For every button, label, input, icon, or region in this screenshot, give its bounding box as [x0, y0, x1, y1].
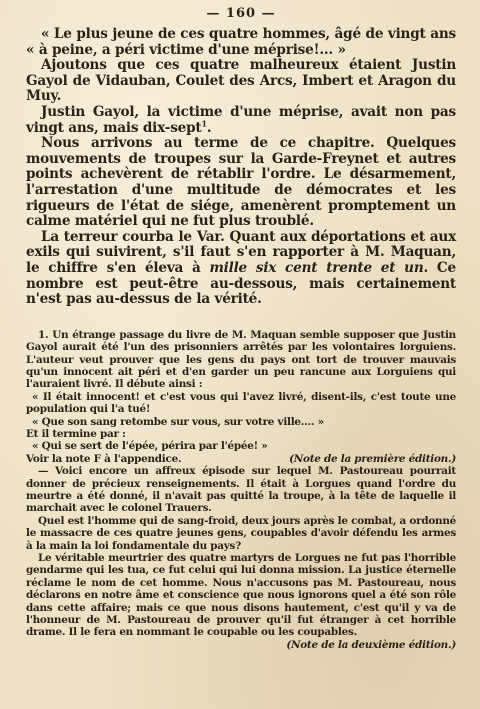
paragraph-gayol-end: .	[206, 119, 212, 136]
paragraph-quote: « Le plus jeune de ces quatre hommes, âgé de vingt ans « à peine, a péri victime d'une méprise!... »	[26, 26, 456, 58]
main-text	[26, 27, 456, 308]
page-number: — 160 —	[206, 6, 276, 21]
footnote-meurtrier-text: Le véritable meurtrier des quatre martyrs de Lorgues ne fut pas l'horrible gendarme qui les tua, ce fut celui qui lui donna mission. La justice éternelle réclame le nom de cet homme. Nous n'accusons pas M. Pastoureau, nous déclarons en notre âme et conscience que nous ignorons quel a été son rôle dans cette affaire; mais ce que nous disons hautement, c'est qu'il y va de l'honneur de M. Pastoureau de prouver qu'il fut étranger à cet horrible drame. Il le fera en nommant le coupable ou les coupables.	[26, 552, 456, 639]
paragraph-chapter-end: Nous arrivons au terme de ce chapitre. Quelques mouvements de troupes sur la Garde-Freynet et autres points achevèrent de rétablir l'ordre. Le désarmement, l'arrestation d'une multitude de démocrates et les rigueurs de l'état de siége, amenèrent promptement un calme matériel qui ne fut plus troublé.	[26, 135, 456, 230]
terror-text-a: La terreur courba le Var. Quant aux déportations et aux exils qui suivirent, s'il faut s'en rapporter à M. Maquan, le chiffre s'en éleva à	[26, 228, 456, 276]
terror-figure: mille six cent trente et un	[209, 259, 424, 276]
footnote-block	[26, 328, 456, 651]
second-edition-label: (Note de la deuxième édition.)	[286, 638, 456, 651]
footnote-question: Quel est l'homme qui de sang-froid, deux jours après le combat, a ordonné le massacre de ces quatre jeunes gens, coupables d'avoir défendu les armes à la main la loi fondamentale du pays?	[26, 514, 456, 552]
first-edition-label: (Note de la première édition.)	[289, 452, 456, 465]
footnote-intro: 1. Un étrange passage du livre de M. Maquan semble supposer que Justin Gayol aurait été l'un des prisonniers arrêtés par les volontaires lorguiens. L'auteur veut prouver que les gens du pays ont tort de trouver mauvais qu'un innocent ait péri et d'en garder un peu rancune aux Lorguiens qui l'auraient livré. Il débute ainsi :	[26, 328, 456, 391]
footnote-quote-1: « Il était innocent! et c'est vous qui l'avez livré, disent-ils, c'est toute une population qui l'a tué!	[26, 390, 456, 416]
terror-text-b: . Ce nombre est peut-être au-dessous, mais certainement n'est pas au-dessus de la vérité.	[26, 259, 456, 308]
paragraph-terror	[26, 230, 456, 308]
footnote-pastoureau: — Voici encore un affreux épisode sur lequel M. Pastoureau pourrait donner de précieux renseignements. Il était à Lorgues quand l'ordre du meurtre a été donné, il n'avait pas quitté la troupe, à la tête de laquelle il marchait avec le colonel Trauers.	[26, 465, 456, 515]
footnote-first-edition	[26, 453, 456, 465]
footnote-ref[interactable]: 1	[201, 118, 207, 129]
footnote-termine: Et il termine par :	[26, 427, 126, 440]
paragraph-gayol	[26, 105, 456, 136]
paragraph-victims: Ajoutons que ces quatre malheureux étaient Justin Gayol de Vidauban, Coulet des Arcs, Imbert et Aragon du Muy.	[26, 57, 456, 105]
appendix-ref: Voir la note F à l'appendice.	[26, 452, 182, 465]
paragraph-gayol-text: Justin Gayol, la victime d'une méprise, avait non pas vingt ans, mais dix-sept	[26, 103, 456, 136]
footnote-meurtrier	[26, 552, 456, 651]
footnote-quote-2: « Que son sang retombe sur vous, sur votre ville.... »	[32, 415, 324, 428]
footnote-quote-3: « Qui se sert de l'épée, périra par l'épée! »	[32, 440, 268, 453]
